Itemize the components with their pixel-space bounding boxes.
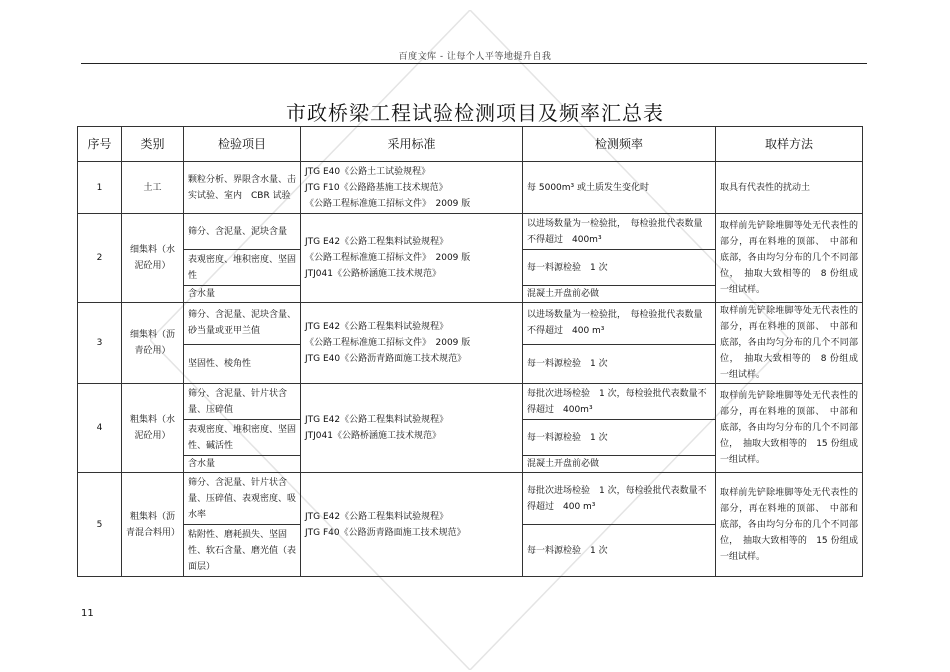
frequency-cell: 以进场数量为一检验批， 每检验批代表数量不得超过 400m³	[523, 214, 716, 250]
test-item: 颗粒分析、界限含水量、击实试验、室内 CBR 试验	[184, 162, 301, 214]
test-item: 筛分、含泥量、针片状含量、压碎值、表观密度、吸水率	[184, 473, 301, 525]
sampling-cell: 取样前先铲除堆脚等处无代表性的部分，再在料堆的顶部、 中部和底部，各由均匀分布的几个不同部位， 抽取大致相等的 15 份组成一组试样。	[716, 473, 863, 577]
frequency-cell: 每批次进场检验 1 次，每检验批代表数量不得超过 400m³	[523, 384, 716, 420]
column-header: 取样方法	[716, 127, 863, 162]
frequency-cell: 每批次进场检验 1 次，每检验批代表数量不得超过 400 m³	[523, 473, 716, 525]
standard-line: JTJ041《公路桥涵施工技术规范》	[305, 269, 441, 279]
test-item: 表观密度、堆积密度、坚固性	[184, 250, 301, 286]
standard-line: JTG F10《公路路基施工技术规范》	[305, 182, 448, 193]
test-item: 含水量	[184, 286, 301, 303]
standard-line: JTG E42《公路工程集料试验规程》	[305, 415, 449, 425]
frequency-cell: 以进场数量为一检验批， 每检验批代表数量不得超过 400 m³	[523, 303, 716, 345]
row-number: 2	[78, 214, 122, 303]
sampling-cell: 取样前先铲除堆脚等处无代表性的部分，再在料堆的顶部、 中部和底部，各由均匀分布的几个不同部位， 抽取大致相等的 8 份组成一组试样。	[716, 303, 863, 384]
standards-cell	[301, 303, 523, 384]
standard-line: 《公路工程标准施工招标文件》 2009 版	[305, 338, 471, 348]
column-header: 采用标准	[301, 127, 523, 162]
frequency-cell: 每一料源检验 1 次	[523, 420, 716, 456]
standards-cell	[301, 214, 523, 303]
frequency-cell: 每一料源检验 1 次	[523, 344, 716, 383]
document-title: 市政桥梁工程试验检测项目及频率汇总表	[286, 101, 664, 125]
frequency-cell: 每一料源检验 1 次	[523, 250, 716, 286]
standard-line: JTG E40《公路沥青路面施工技术规范》	[305, 354, 467, 364]
standard-line: JTG E42《公路工程集料试验规程》	[305, 237, 449, 247]
standard-line: JTG E40《公路土工试验规程》	[305, 166, 431, 177]
frequency-cell: 混凝土开盘前必做	[523, 286, 716, 303]
test-item: 筛分、含泥量、泥块含量、砂当量或亚甲兰值	[184, 303, 301, 345]
row-category: 粗集料（沥青混合料用）	[122, 473, 184, 577]
column-header: 序号	[78, 127, 122, 162]
standards-cell	[301, 473, 523, 577]
sampling-cell: 取具有代表性的扰动土	[716, 162, 863, 214]
standard-line: 《公路工程标准施工招标文件》 2009 版	[305, 198, 471, 209]
test-item: 表观密度、堆积密度、坚固性、碱活性	[184, 420, 301, 456]
row-number: 5	[78, 473, 122, 577]
table-row	[78, 384, 863, 420]
standard-line: JTJ041《公路桥涵施工技术规范》	[305, 431, 441, 441]
sampling-cell: 取样前先铲除堆脚等处无代表性的部分，再在料堆的顶部、 中部和底部，各由均匀分布的几个不同部位， 抽取大致相等的 15 份组成一组试样。	[716, 384, 863, 473]
column-header: 类别	[122, 127, 184, 162]
row-category: 土工	[122, 162, 184, 214]
frequency-cell: 混凝土开盘前必做	[523, 456, 716, 473]
test-item: 坚固性、棱角性	[184, 344, 301, 383]
test-item: 筛分、含泥量、泥块含量	[184, 214, 301, 250]
table-header-row	[78, 127, 863, 162]
standards-cell	[301, 162, 523, 214]
row-number: 3	[78, 303, 122, 384]
table-row	[78, 162, 863, 214]
standard-line: 《公路工程标准施工招标文件》 2009 版	[305, 253, 471, 263]
standards-cell	[301, 384, 523, 473]
column-header: 检测频率	[523, 127, 716, 162]
standard-line: JTG F40《公路沥青路面施工技术规范》	[305, 527, 466, 538]
table-row	[78, 303, 863, 345]
row-category: 粗集料（水泥砼用）	[122, 384, 184, 473]
test-frequency-table	[77, 126, 863, 577]
test-item: 含水量	[184, 456, 301, 473]
header-rule	[81, 63, 867, 64]
header-note: 百度文库 - 让每个人平等地提升自我	[398, 52, 552, 62]
frequency-cell: 每一料源检验 1 次	[523, 525, 716, 577]
row-number: 4	[78, 384, 122, 473]
sampling-cell: 取样前先铲除堆脚等处无代表性的部分，再在料堆的顶部、 中部和底部，各由均匀分布的几个不同部位， 抽取大致相等的 8 份组成一组试样。	[716, 214, 863, 303]
table-row	[78, 473, 863, 525]
row-category: 细集料（水泥砼用）	[122, 214, 184, 303]
table-row	[78, 214, 863, 250]
standard-line: JTG E42《公路工程集料试验规程》	[305, 322, 449, 332]
column-header: 检验项目	[184, 127, 301, 162]
row-number: 1	[78, 162, 122, 214]
standard-line: JTG E42《公路工程集料试验规程》	[305, 511, 449, 522]
test-item: 粘附性、磨耗损失、坚固性、软石含量、磨光值（表面层）	[184, 525, 301, 577]
row-category: 细集料（沥青砼用）	[122, 303, 184, 384]
test-item: 筛分、含泥量、针片状含量、压碎值	[184, 384, 301, 420]
frequency-cell: 每 5000m³ 或土质发生变化时	[523, 162, 716, 214]
page-number: 11	[81, 608, 94, 619]
